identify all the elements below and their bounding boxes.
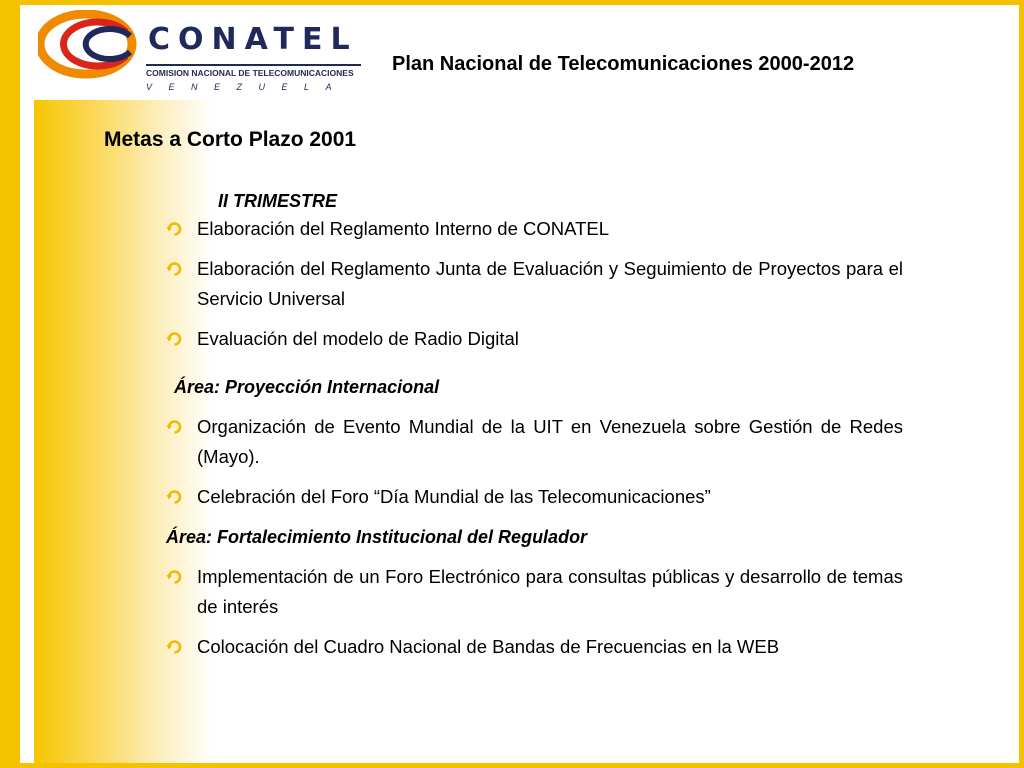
list-item-text: Organización de Evento Mundial de la UIT en Venezuela sobre Gestión de Redes (Mayo). — [197, 416, 903, 467]
section-heading-proyeccion: Área: Proyección Internacional — [174, 377, 440, 397]
logo-subtitle: COMISION NACIONAL DE TELECOMUNICACIONES — [146, 68, 354, 78]
curved-arrow-icon — [166, 419, 184, 435]
list-item-text: Evaluación del modelo de Radio Digital — [197, 328, 519, 349]
logo-swoosh-icon — [38, 10, 148, 80]
curved-arrow-icon — [166, 331, 184, 347]
list-item — [166, 562, 903, 622]
list-item-text: Celebración del Foro “Día Mundial de las Telecomunicaciones” — [197, 486, 711, 507]
list-item — [166, 632, 903, 662]
white-strip — [20, 5, 34, 763]
section-heading-trimestre: II TRIMESTRE — [218, 191, 338, 211]
list-item-text: Elaboración del Reglamento Interno de CONATEL — [197, 218, 610, 239]
curved-arrow-icon — [166, 221, 184, 237]
curved-arrow-icon — [166, 569, 184, 585]
list-item — [166, 214, 903, 244]
plan-title: Plan Nacional de Telecomunicaciones 2000-2012 — [392, 53, 855, 75]
logo-divider — [146, 64, 361, 66]
frame-right-border — [1019, 0, 1024, 768]
list-trimestre — [166, 214, 903, 354]
list-item-text: Elaboración del Reglamento Junta de Evaluación y Seguimiento de Proyectos para el Servicio Universal — [197, 258, 903, 309]
list-item-text: Implementación de un Foro Electrónico para consultas públicas y desarrollo de temas de interés — [197, 566, 903, 617]
section-heading-fortalecimiento: Área: Fortalecimiento Institucional del Regulador — [166, 527, 588, 547]
logo-country: VENEZUELA — [146, 82, 349, 92]
curved-arrow-icon — [166, 639, 184, 655]
frame-left-border — [0, 0, 20, 768]
list-item — [166, 482, 903, 512]
content-body — [166, 186, 903, 672]
list-item-text: Colocación del Cuadro Nacional de Bandas de Frecuencias en la WEB — [197, 636, 780, 657]
conatel-logo — [38, 8, 368, 100]
frame-bottom-border — [0, 763, 1024, 768]
page-title: Metas a Corto Plazo 2001 — [104, 128, 357, 151]
list-item — [166, 412, 903, 472]
list-item — [166, 254, 903, 314]
list-proyeccion — [166, 412, 903, 512]
curved-arrow-icon — [166, 261, 184, 277]
list-fortalecimiento — [166, 562, 903, 662]
curved-arrow-icon — [166, 489, 184, 505]
logo-name: CONATEL — [148, 22, 358, 57]
list-item — [166, 324, 903, 354]
